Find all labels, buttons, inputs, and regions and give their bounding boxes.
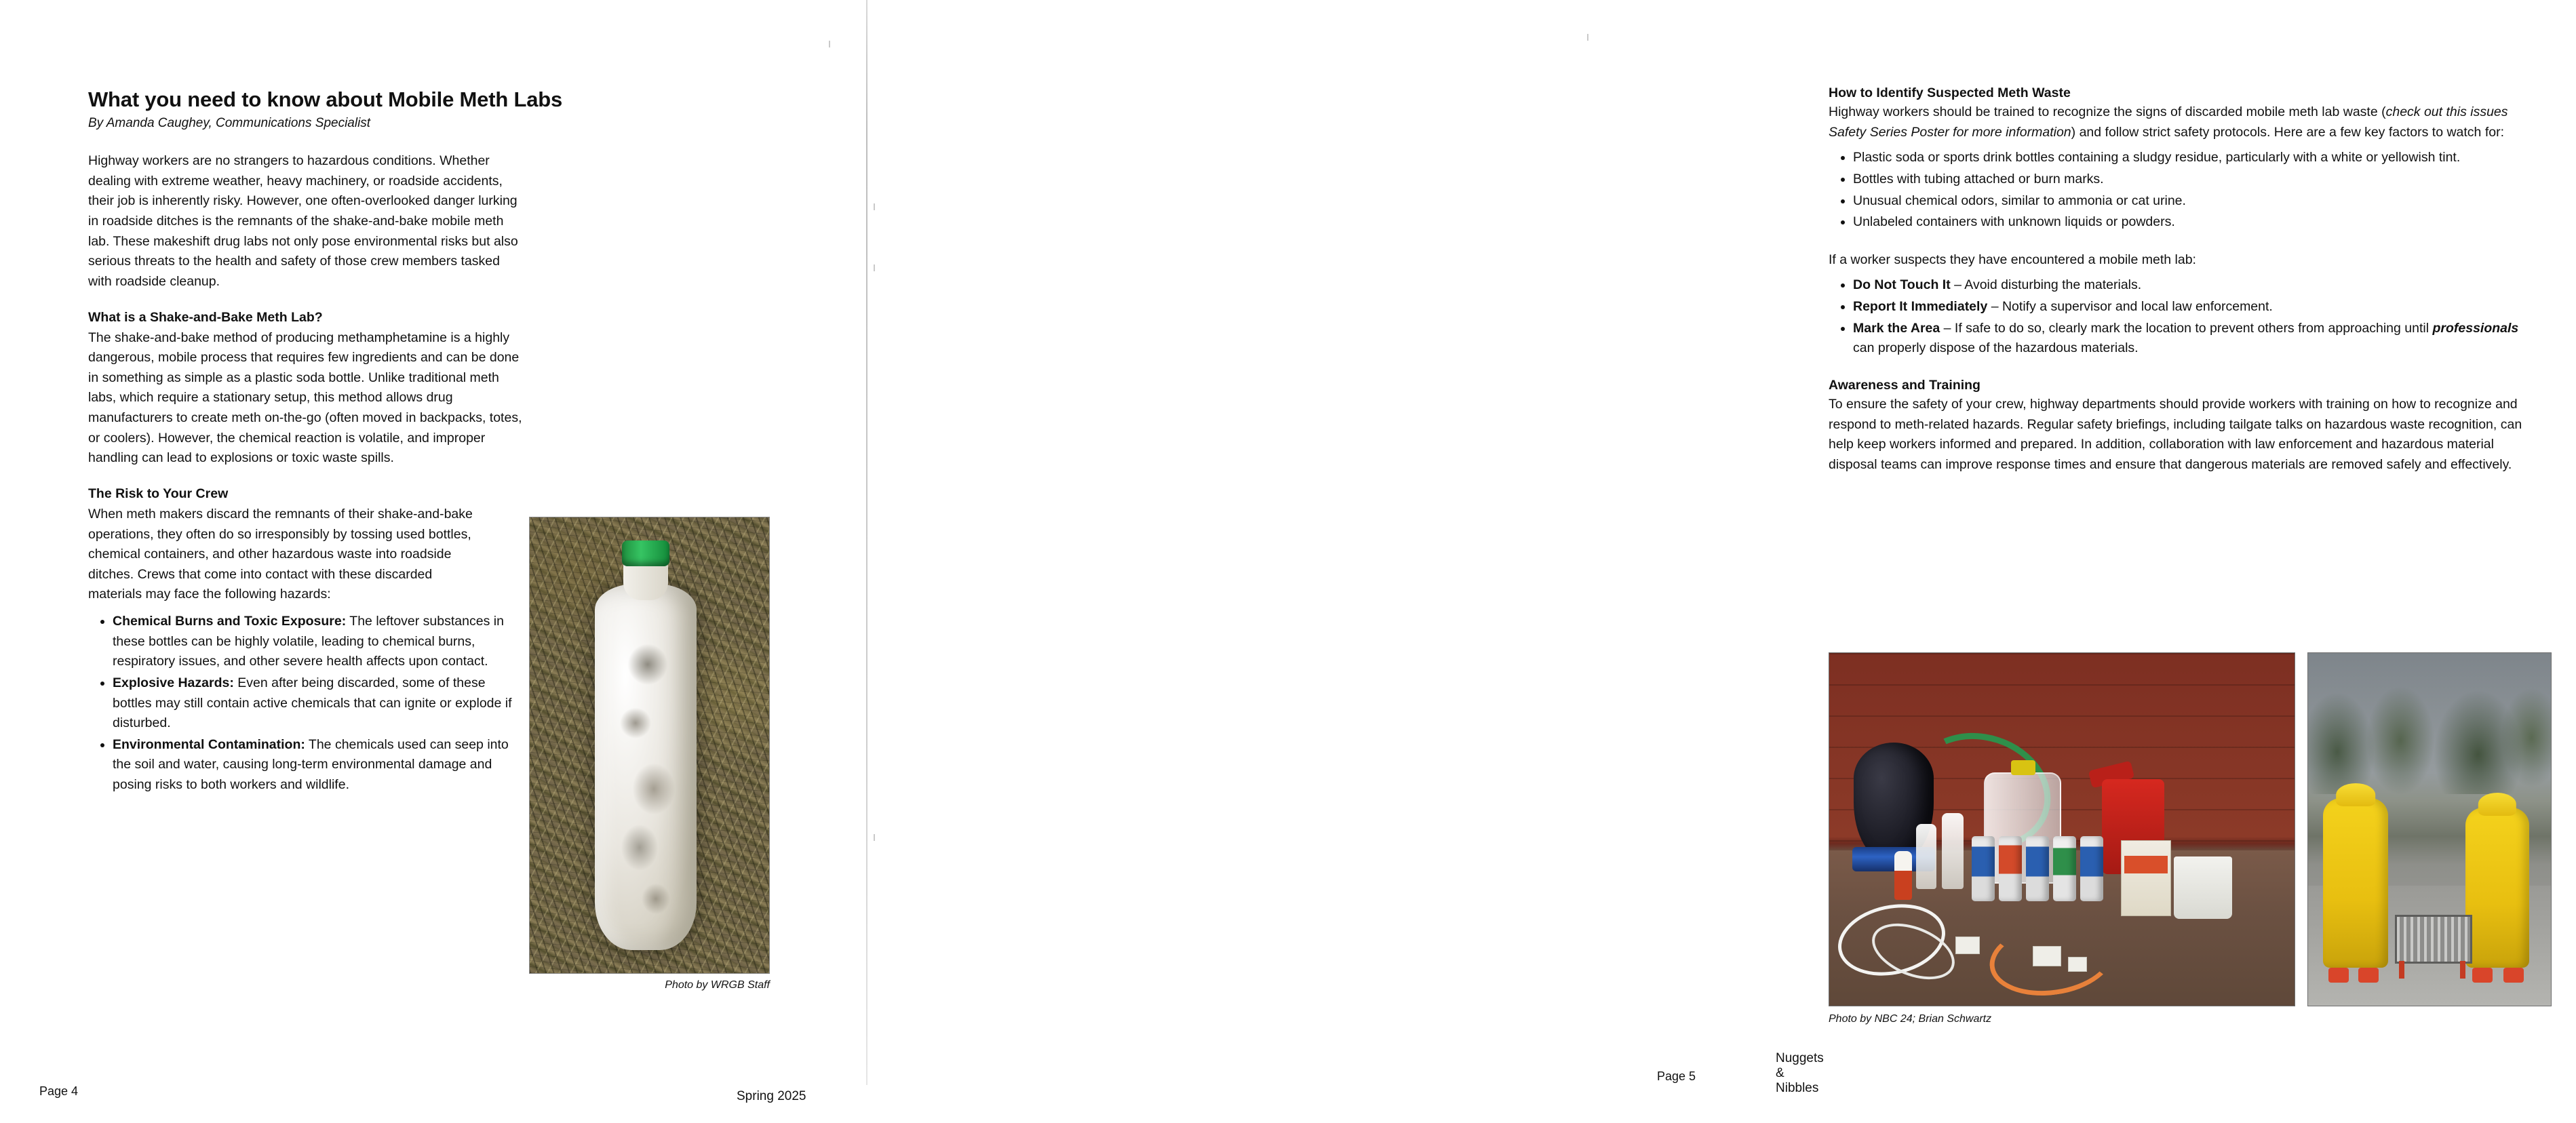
lab-materials-photo	[1829, 652, 2295, 1006]
hazmat-hood	[2478, 793, 2516, 816]
spray-can	[2080, 836, 2103, 901]
section-body-shake-and-bake: The shake-and-bake method of producing methamphetamine is a highly dangerous, mobile process that requires few ingredients and can be done in something as simple as a plastic soda bottle. Unlike traditional meth labs, which require a stationary setup, this method allows drug manufacturers to create meth on-the-go (often moved in backpacks, totes, or coolers). However, the chemical reaction is volatile, and improper handling can lead to explosions or toxic waste spills.	[88, 330, 522, 466]
suspects-intro: If a worker suspects they have encountered a mobile meth lab:	[1829, 252, 2196, 267]
red-boot	[2472, 968, 2493, 983]
thinner-label	[2124, 856, 2168, 873]
identify-text-a: Highway workers should be trained to recognize the signs of discarded mobile meth lab waste (	[1829, 104, 2386, 119]
section-heading-risk: The Risk to Your Crew	[88, 486, 229, 501]
hazmat-crew-photo	[2307, 652, 2552, 1006]
tree-line	[2308, 653, 2551, 794]
bullet-text: Even after being discarded, some of these bottles may still contain active chemicals that can ignite or explode if disturbed.	[113, 675, 512, 731]
bottle-cap-shape	[622, 540, 669, 566]
bullet-tail: can properly dispose of the hazardous materials.	[1853, 340, 2139, 356]
bullet-text: The chemicals used can seep into the soil and water, causing long-term environmental damage and posing risks to both workers and wildlife.	[113, 736, 509, 793]
list-item: • Bottles with tubing attached or burn marks.	[1853, 170, 2541, 190]
identify-bullet-list	[1829, 148, 2541, 233]
section-heading-identify: How to Identify Suspected Meth Waste	[1829, 85, 2071, 100]
figure-caption-bottle: Photo by WRGB Staff	[665, 979, 770, 991]
debris-item	[2033, 946, 2061, 966]
bullet-lead: Mark the Area	[1853, 320, 1940, 336]
section-heading-shake-and-bake: What is a Shake-and-Bake Meth Lab?	[88, 309, 323, 325]
footer-page-number-left: Page 4	[39, 1084, 79, 1098]
footer-issue: Spring 2025	[737, 1089, 806, 1103]
spray-can	[2053, 836, 2076, 901]
identify-text-b: ) and follow strict safety protocols. Here are a few key factors to watch for:	[2071, 124, 2504, 140]
figure-bottle	[529, 517, 770, 991]
bullet-text: The leftover substances in these bottles can be highly volatile, leading to chemical burns, respiratory issues, and other severe health affects upon contact.	[113, 614, 504, 669]
red-boot	[2503, 968, 2524, 983]
bottle-photo-frame	[529, 517, 770, 974]
equipment-cart	[2395, 915, 2472, 964]
bullet-text: – Notify a supervisor and local law enforcement.	[1987, 299, 2273, 314]
figure-caption-lab: Photo by NBC 24; Brian Schwartz	[1829, 1013, 1992, 1025]
footer-publication-title: Nuggets & Nibbles	[1776, 1051, 1824, 1095]
list-item	[113, 673, 520, 734]
identify-text-italic: check out this issues Safety Series Poster for more information	[1829, 104, 2508, 140]
bullet-lead: Environmental Contamination:	[113, 736, 305, 752]
footer-page-number-right: Page 5	[1656, 1069, 1696, 1083]
bullet-text: – Avoid disturbing the materials.	[1950, 277, 2142, 293]
white-bucket-shape	[2174, 856, 2232, 919]
section-body-risk: When meth makers discard the remnants of their shake-and-bake operations, they often do so irresponsibly by tossing used bottles, chemical containers, and other hazardous waste into roadside ditches. Crews that come into contact with these discarded materials may face the following hazards:	[88, 506, 473, 602]
spray-can	[1972, 836, 1995, 901]
list-item	[1853, 319, 2541, 359]
bullet-lead: Explosive Hazards:	[113, 675, 234, 690]
spray-can	[1999, 836, 2022, 901]
white-bottle-shape	[1942, 813, 1964, 889]
suspects-bullet-list	[1829, 275, 2541, 359]
list-item	[1853, 297, 2541, 317]
scan-tick	[829, 41, 830, 47]
list-item	[113, 735, 520, 795]
red-boot	[2328, 968, 2349, 983]
spray-can-group	[1972, 836, 2103, 901]
bottle-body-shape	[595, 584, 697, 950]
bullet-lead: Report It Immediately	[1853, 299, 1988, 314]
red-boot	[2358, 968, 2379, 983]
figure-group-right	[1829, 652, 2558, 1025]
bullet-lead: Do Not Touch It	[1853, 277, 1951, 293]
bottle-photo	[530, 517, 769, 973]
section-heading-awareness: Awareness and Training	[1829, 377, 1980, 393]
hazmat-worker-left	[2323, 798, 2388, 968]
section-body-identify	[1829, 102, 2541, 142]
section-body-awareness: To ensure the safety of your crew, highway departments should provide workers with training on how to recognize and respond to meth-related hazards. Regular safety briefings, including tailgate talks on hazardous waste recognition, can help keep workers informed and prepared. In addition, collaboration with law enforcement and hazardous material disposal teams can improve response times and ensure that dangerous materials are removed safely and effectively.	[1829, 396, 2522, 472]
hazmat-worker-right	[2465, 808, 2529, 968]
bullet-emphasis: professionals	[2432, 320, 2519, 336]
article-intro: Highway workers are no strangers to hazardous conditions. Whether dealing with extreme weather, heavy machinery, or roadside accidents, their job is inherently risky. However, one often-overlooked danger lurking in roadside ditches is the remnants of the shake-and-bake mobile meth lab. These makeshift drug labs not only pose environmental risks but also serious threats to the health and safety of those crew members tasked with roadside cleanup.	[88, 153, 518, 289]
labeled-bottle-shape	[1894, 851, 1912, 900]
cart-leg	[2460, 961, 2465, 979]
debris-item	[2068, 957, 2087, 972]
scan-watermark-right	[1816, 568, 2576, 582]
list-item: • Unusual chemical odors, similar to ammonia or cat urine.	[1853, 191, 2541, 212]
list-item	[1853, 275, 2541, 296]
white-bottle-shape	[1916, 824, 1936, 889]
page-right	[867, 0, 2522, 1123]
cart-leg	[2399, 961, 2404, 979]
hazmat-hood	[2336, 783, 2375, 806]
paint-thinner-can	[2121, 840, 2171, 916]
list-item: • Unlabeled containers with unknown liquids or powders.	[1853, 212, 2541, 233]
risk-bullet-list	[88, 612, 520, 795]
article-title: What you need to know about Mobile Meth Labs	[88, 87, 563, 111]
list-item: • Plastic soda or sports drink bottles containing a sludgy residue, particularly with a white or yellowish tint.	[1853, 148, 2541, 168]
page-left	[0, 0, 867, 1123]
right-column	[1829, 85, 2541, 492]
figure-row	[1829, 652, 2558, 1006]
spray-can	[2026, 836, 2049, 901]
debris-item	[1955, 937, 1980, 954]
list-item	[113, 612, 520, 672]
bullet-text: – If safe to do so, clearly mark the location to prevent others from approaching until	[1940, 320, 2433, 336]
article-byline: By Amanda Caughey, Communications Specialist	[88, 116, 371, 131]
bullet-lead: Chemical Burns and Toxic Exposure:	[113, 614, 347, 629]
jug-cap-shape	[2011, 760, 2035, 775]
